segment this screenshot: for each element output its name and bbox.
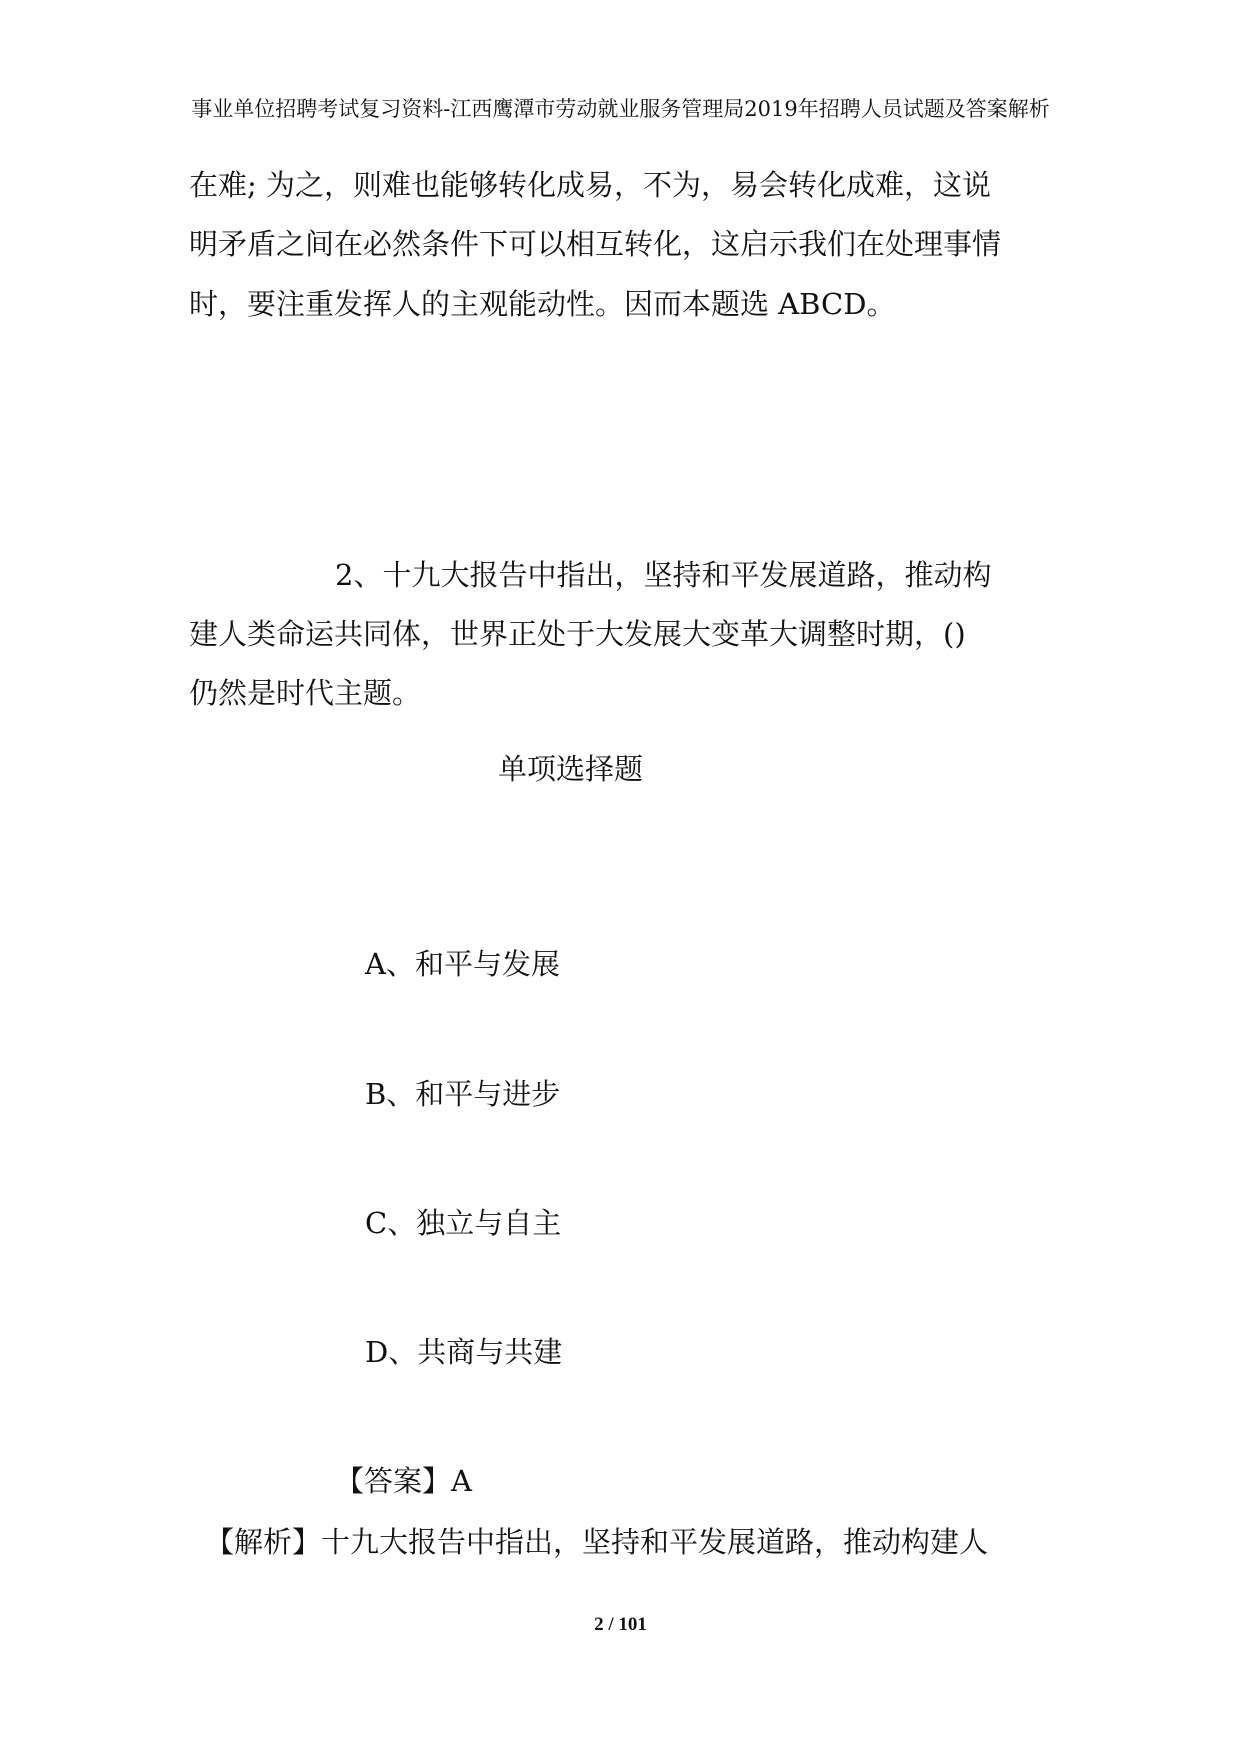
- explanation-line-2: 明矛盾之间在必然条件下可以相互转化，这启示我们在处理事情: [189, 227, 1002, 261]
- option-c: C、独立与自主: [365, 1206, 562, 1240]
- option-a: A、和平与发展: [365, 947, 560, 981]
- explanation-line-3: 时，要注重发挥人的主观能动性。因而本题选 ABCD。: [189, 287, 896, 321]
- page-number: 2 / 101: [594, 1614, 647, 1635]
- question-line-3: 仍然是时代主题。: [189, 676, 422, 710]
- question-line-2: 建人类命运共同体，世界正处于大发展大变革大调整时期，(): [189, 617, 966, 651]
- option-d: D、共商与共建: [365, 1335, 563, 1369]
- question-line-1: 2、十九大报告中指出，坚持和平发展道路，推动构: [335, 558, 992, 592]
- question-type: 单项选择题: [498, 752, 644, 786]
- document-header: 事业单位招聘考试复习资料-江西鹰潭市劳动就业服务管理局2019年招聘人员试题及答案解析: [191, 97, 1050, 121]
- explanation-line-1: 在难; 为之，则难也能够转化成易，不为，易会转化成难，这说: [189, 168, 991, 202]
- option-b: B、和平与进步: [365, 1077, 561, 1111]
- answer-line: 【答案】A: [335, 1464, 472, 1498]
- analysis-line: 【解析】十九大报告中指出，坚持和平发展道路，推动构建人: [205, 1525, 989, 1559]
